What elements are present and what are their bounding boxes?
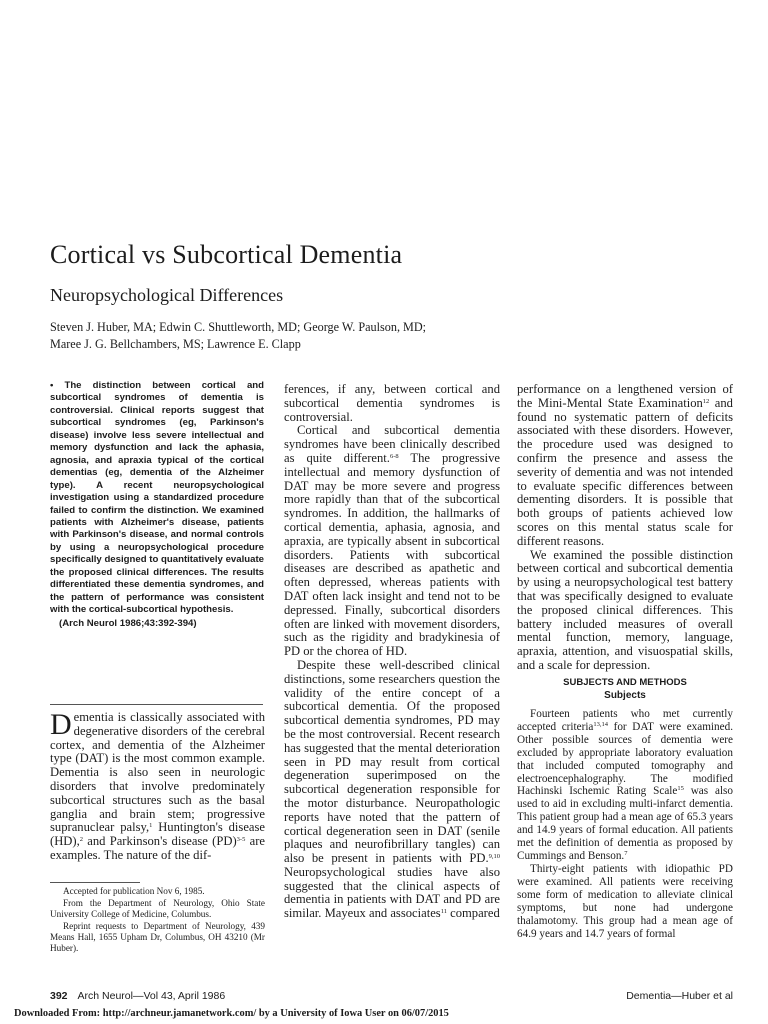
paragraph: Despite these well-described clinical distinctions, some researchers question the validity of the entire concept of a subcortical dementia. Of the proposed subcortical dementia syndromes, PD may be the most controversial. Recent research has suggested that the mental deterioration seen in PD may result from cortical degeneration superimposed on the subcortical degeneration responsible for the motor disturbance. Neuropathologic reports have noted that the pattern of cortical degeneration seen in DAT (senile plaques and neurofibrillary tangles) can also be present in patients with PD.$^{9,10}$ Neuropsychological studies have also suggested that the clinical aspects of dementia in patients with DAT and PD are similar. Mayeux and associates$^{11}$ compared xyxy=(284,657,500,921)
footnote-reprints: Reprint requests to Department of Neurology, 439 Means Hall, 1655 Upham Dr, Columbus, OH 43210 (Mr Huber). xyxy=(50,921,265,953)
article-subtitle: Neuropsychological Differences xyxy=(50,285,284,305)
page-number: 392 xyxy=(50,990,68,1002)
body-column-3 xyxy=(517,383,733,941)
paragraph: We examined the possible distinction between cortical and subcortical dementia by using a neuropsychological test battery that was specifically designed to evaluate the proposed clinical differences. This battery included measures of overall mental function, memory, language, apraxia, attention, and visuospatial skills, and a scale for depression. xyxy=(517,547,733,672)
abstract-divider xyxy=(50,704,263,705)
intro-paragraph: Dementia is classically associated with degenerative disorders of the cerebral cortex, and dementia of the Alzheimer type (DAT) is the most common example. Dementia is also seen in neurologic disorders that involve predominately subcortical structures such as the basal ganglia and brain stem; progressive supranuclear palsy,$^1$ Huntington's disease (HD),$^2$ and Parkinson's disease (PD)$^{3-5}$ are examples. The nature of the dif- xyxy=(50,708,265,862)
footnote-divider xyxy=(50,882,140,883)
subsection-heading: Subjects xyxy=(604,689,646,701)
drop-cap: D xyxy=(50,708,72,741)
paragraph: Cortical and subcortical dementia syndromes have been clinically described as quite different.$^{6-8}$ The progressive intellectual and memory dysfunction of DAT may be more severe and progress more rapidly than that of the subcortical syndromes. In addition, the hallmarks of cortical dementia, aphasia, agnosia, and apraxia, are typically absent in subcortical disorders. Patients with subcortical diseases are described as apathetic and often depressed, whereas patients with DAT often lack insight and tend not to be depressed. Finally, subcortical disorders often are linked with movement disorders, such as the rigidity and bradykinesia of PD or the chorea of HD. xyxy=(284,423,500,659)
paragraph: performance on a lengthened version of the Mini-Mental State Examination$^{12}$ and found no systematic pattern of deficits associated with these disorders. However, the procedure used was designed to confirm the presence and assess the severity of dementia and was not intended to evaluate specific differences between dementing disorders. It is possible that both groups of patients achieved low scores on this mental status scale for different reasons. xyxy=(517,382,733,548)
author-list xyxy=(50,319,570,353)
paragraph: Fourteen patients who met currently accepted criteria$^{13,14}$ for DAT were examined. Other possible sources of dementia were excluded by appropriate laboratory evaluation that included computed tomography and electroencephalography. The modified Hachinski Ischemic Rating Scale$^{15}$ was also used to aid in excluding multi-infarct dementia. This patient group had a mean age of 65.3 years and 14.9 years of formal education. All patients met the definition of dementia as proposed by Cummings and Benson.$^7$ xyxy=(517,707,734,863)
body-column-2 xyxy=(284,383,500,921)
footnote-accepted: Accepted for publication Nov 6, 1985. xyxy=(63,886,205,896)
footnote-affiliation: From the Department of Neurology, Ohio State University College of Medicine, Columbus. xyxy=(50,898,265,919)
paragraph: ferences, if any, between cortical and subcortical dementia syndromes is controversial. xyxy=(284,382,500,424)
authors-line-1: Steven J. Huber, MA; Edwin C. Shuttleworth, MD; George W. Paulson, MD; xyxy=(50,320,427,334)
authors-line-2: Maree J. G. Bellchambers, MS; Lawrence E. Clapp xyxy=(50,337,301,351)
article-title: Cortical vs Subcortical Dementia xyxy=(50,240,403,269)
running-head: Dementia—Huber et al xyxy=(626,990,733,1002)
download-note: Downloaded From: http://archneur.jamanetwork.com/ by a University of Iowa User on 06/07/2015 xyxy=(14,1008,449,1019)
abstract xyxy=(50,380,264,630)
paragraph: Thirty-eight patients with idiopathic PD were examined. All patients were receiving some form of medication to alleviate clinical symptoms, but none had undergone thalamotomy. This group had a mean age of 64.9 years and 14.7 years of formal xyxy=(517,863,733,940)
page-footer-left xyxy=(50,990,225,1002)
abstract-citation: (Arch Neurol 1986;43:392-394) xyxy=(59,617,197,629)
journal-issue: Arch Neurol—Vol 43, April 1986 xyxy=(77,990,226,1002)
section-heading: SUBJECTS AND METHODS xyxy=(563,676,687,688)
body-column-1 xyxy=(50,708,265,863)
abstract-text: • The distinction between cortical and subcortical syndromes of dementia is controversial. Clinical reports suggest that subcortical syndromes (eg, Parkinson's disease) involve less severe intellectual and memory dysfunction and lack the aphasia, agnosia, and apraxia typical of the cortical dementias (eg, dementia of the Alzheimer type). A recent neuropsychological investigation using a standardized procedure failed to confirm the distinction. We examined patients with Alzheimer's disease, patients with Parkinson's disease, and normal controls by using a neuropsychological procedure specifically designed to quantitatively evaluate the proposed clinical differences. The results differentiated these dementia syndromes, and the pattern of performance was consistent with the cortical-subcortical hypothesis. xyxy=(50,380,264,616)
footnotes xyxy=(50,886,265,955)
